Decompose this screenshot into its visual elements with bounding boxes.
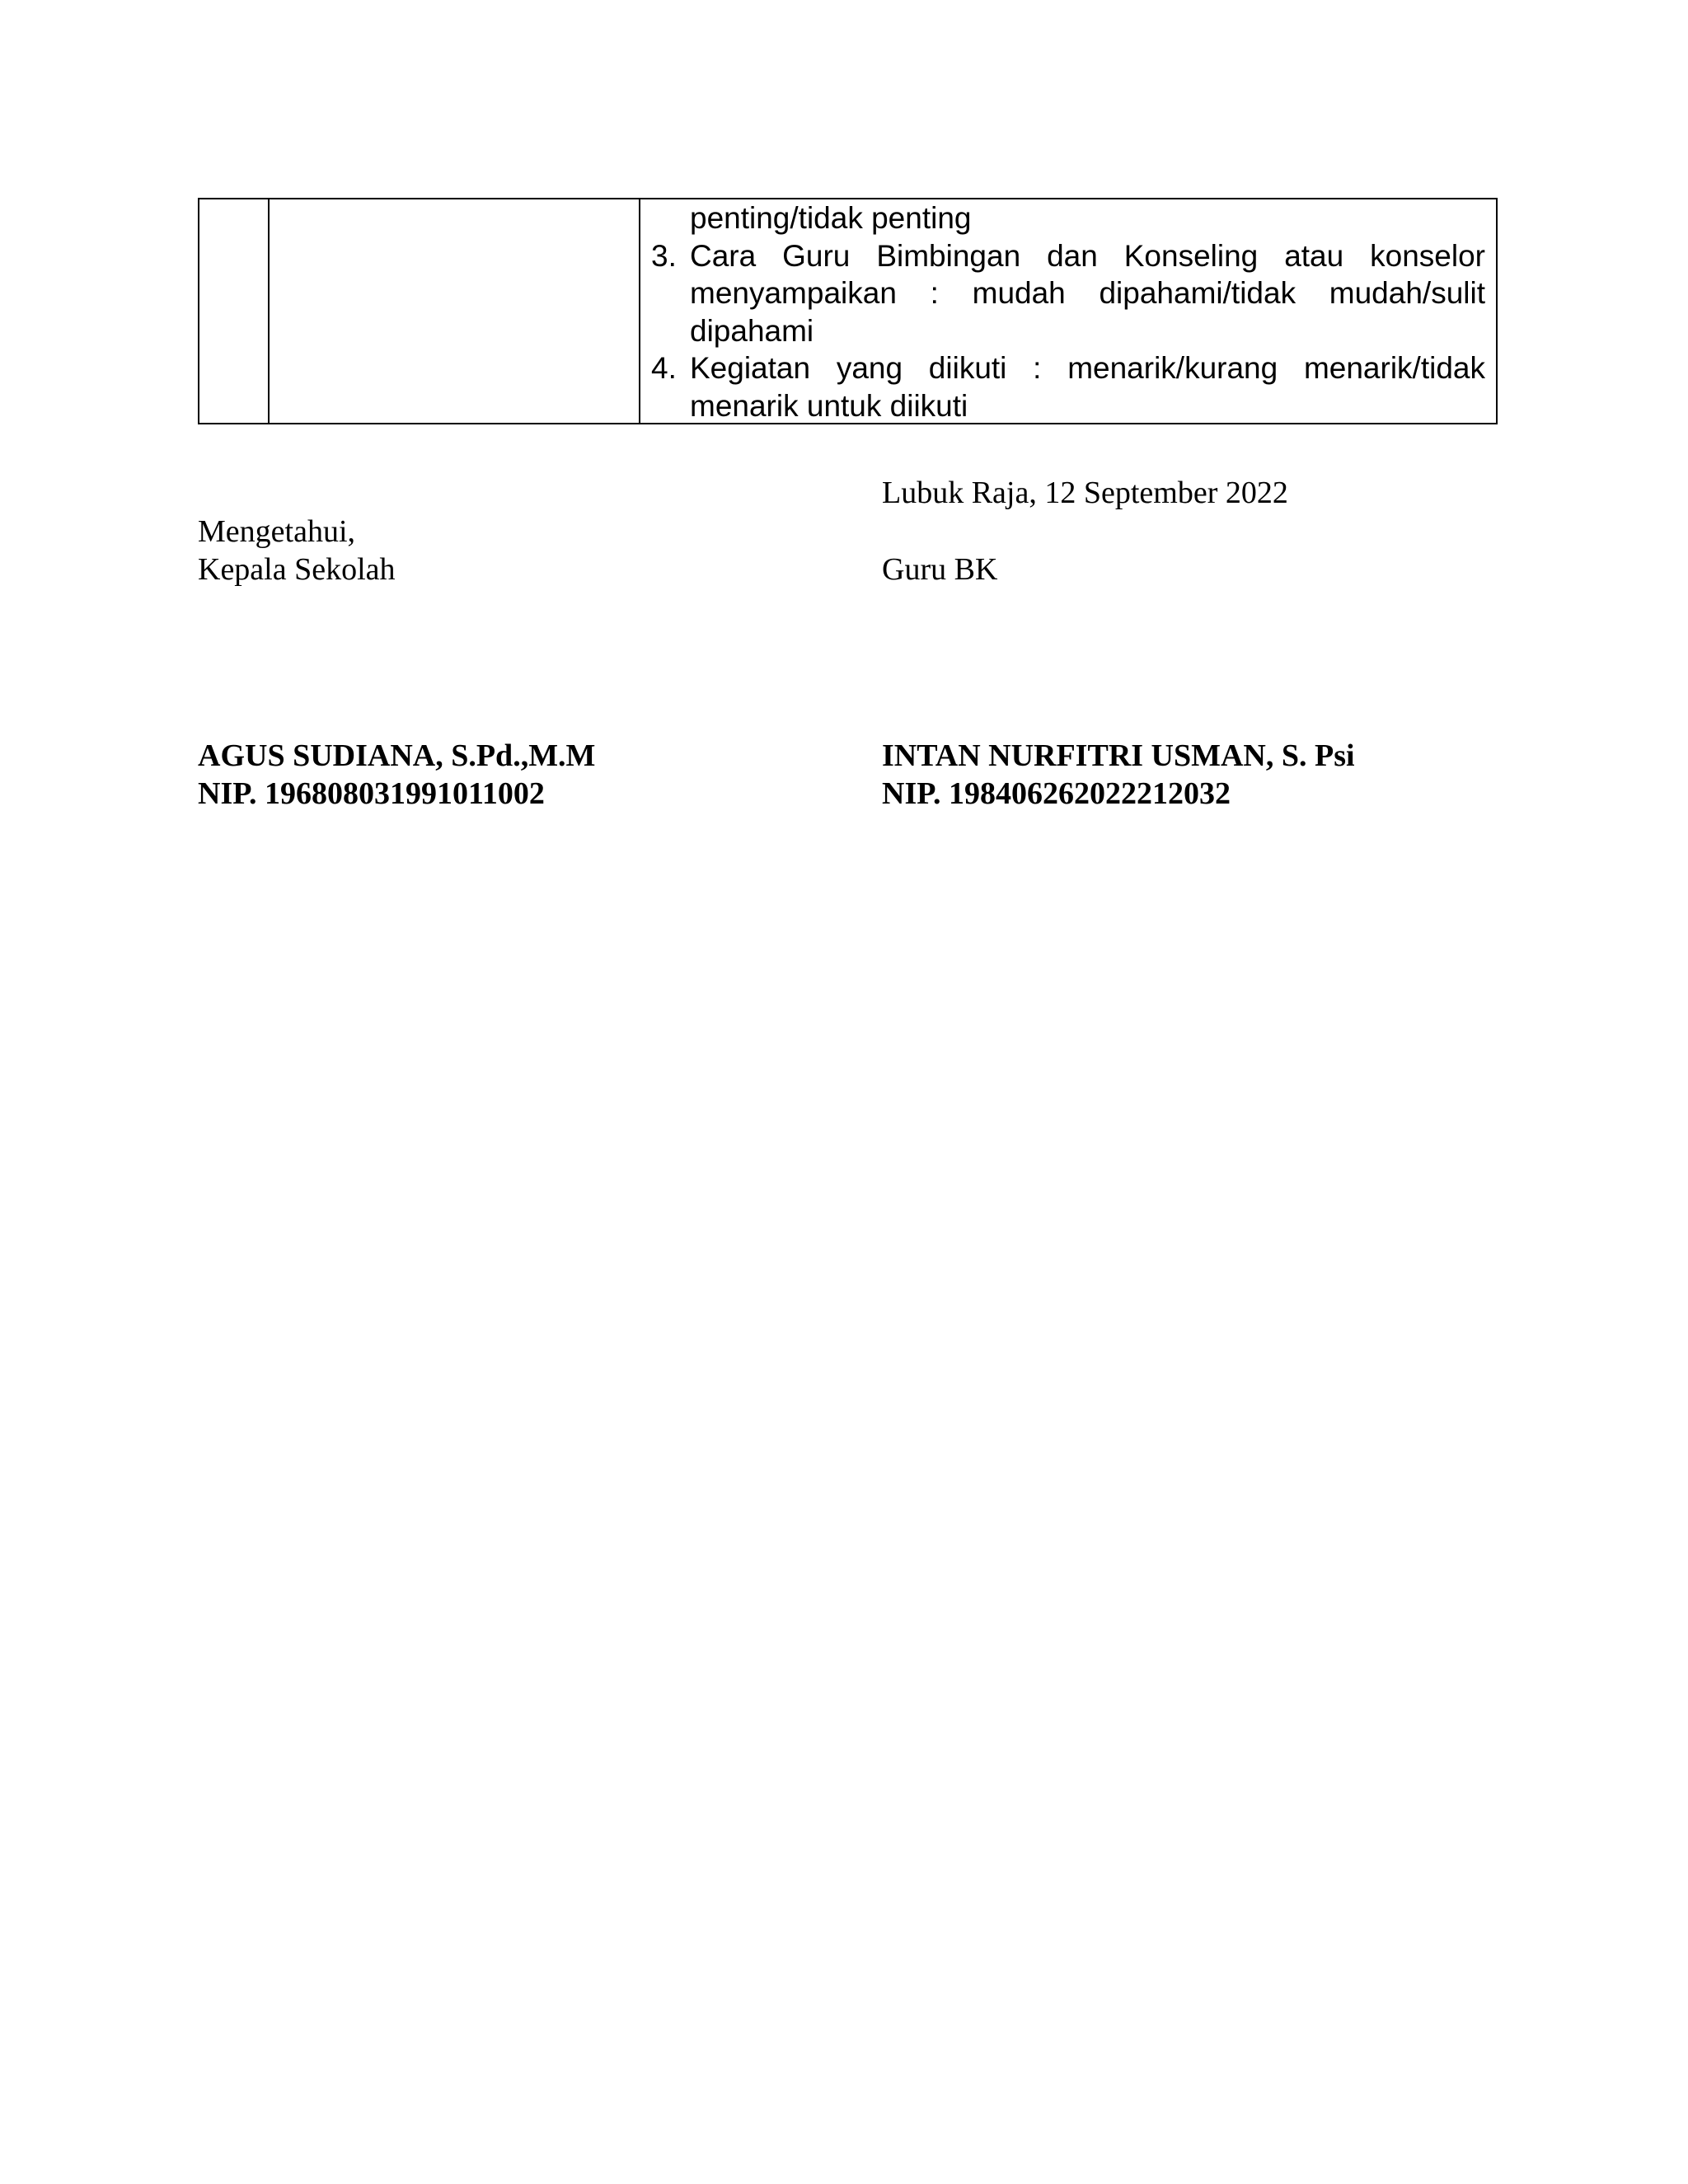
place-date: Lubuk Raja, 12 September 2022: [882, 476, 1288, 510]
continued-text: penting/tidak penting: [690, 201, 972, 235]
principal-name: AGUS SUDIANA, S.Pd.,M.M: [198, 738, 596, 773]
counselor-role: Guru BK: [882, 552, 998, 587]
counselor-nip: NIP. 198406262022212032: [882, 776, 1231, 811]
principal-role: Kepala Sekolah: [198, 552, 396, 587]
counselor-name: INTAN NURFITRI USMAN, S. Psi: [882, 738, 1355, 773]
column-divider: [268, 199, 270, 423]
list-item-number: 4.: [651, 351, 677, 385]
list-item-number: 3.: [651, 238, 677, 273]
table-fragment: [198, 198, 1498, 424]
list-item: [651, 237, 1485, 350]
list-item-text: Kegiatan yang diikuti : menarik/kurang menarik/tidak menarik untuk diikuti: [690, 351, 1485, 423]
column-divider: [639, 199, 640, 423]
principal-nip: NIP. 196808031991011002: [198, 776, 545, 811]
list-item: [651, 349, 1485, 424]
acknowledge-label: Mengetahui,: [198, 514, 356, 549]
list-item-text: Cara Guru Bimbingan dan Konseling atau konselor menyampaikan : mudah dipahami/tidak mudah/sulit dipahami: [690, 238, 1485, 348]
table-cell-content: [651, 199, 1485, 424]
